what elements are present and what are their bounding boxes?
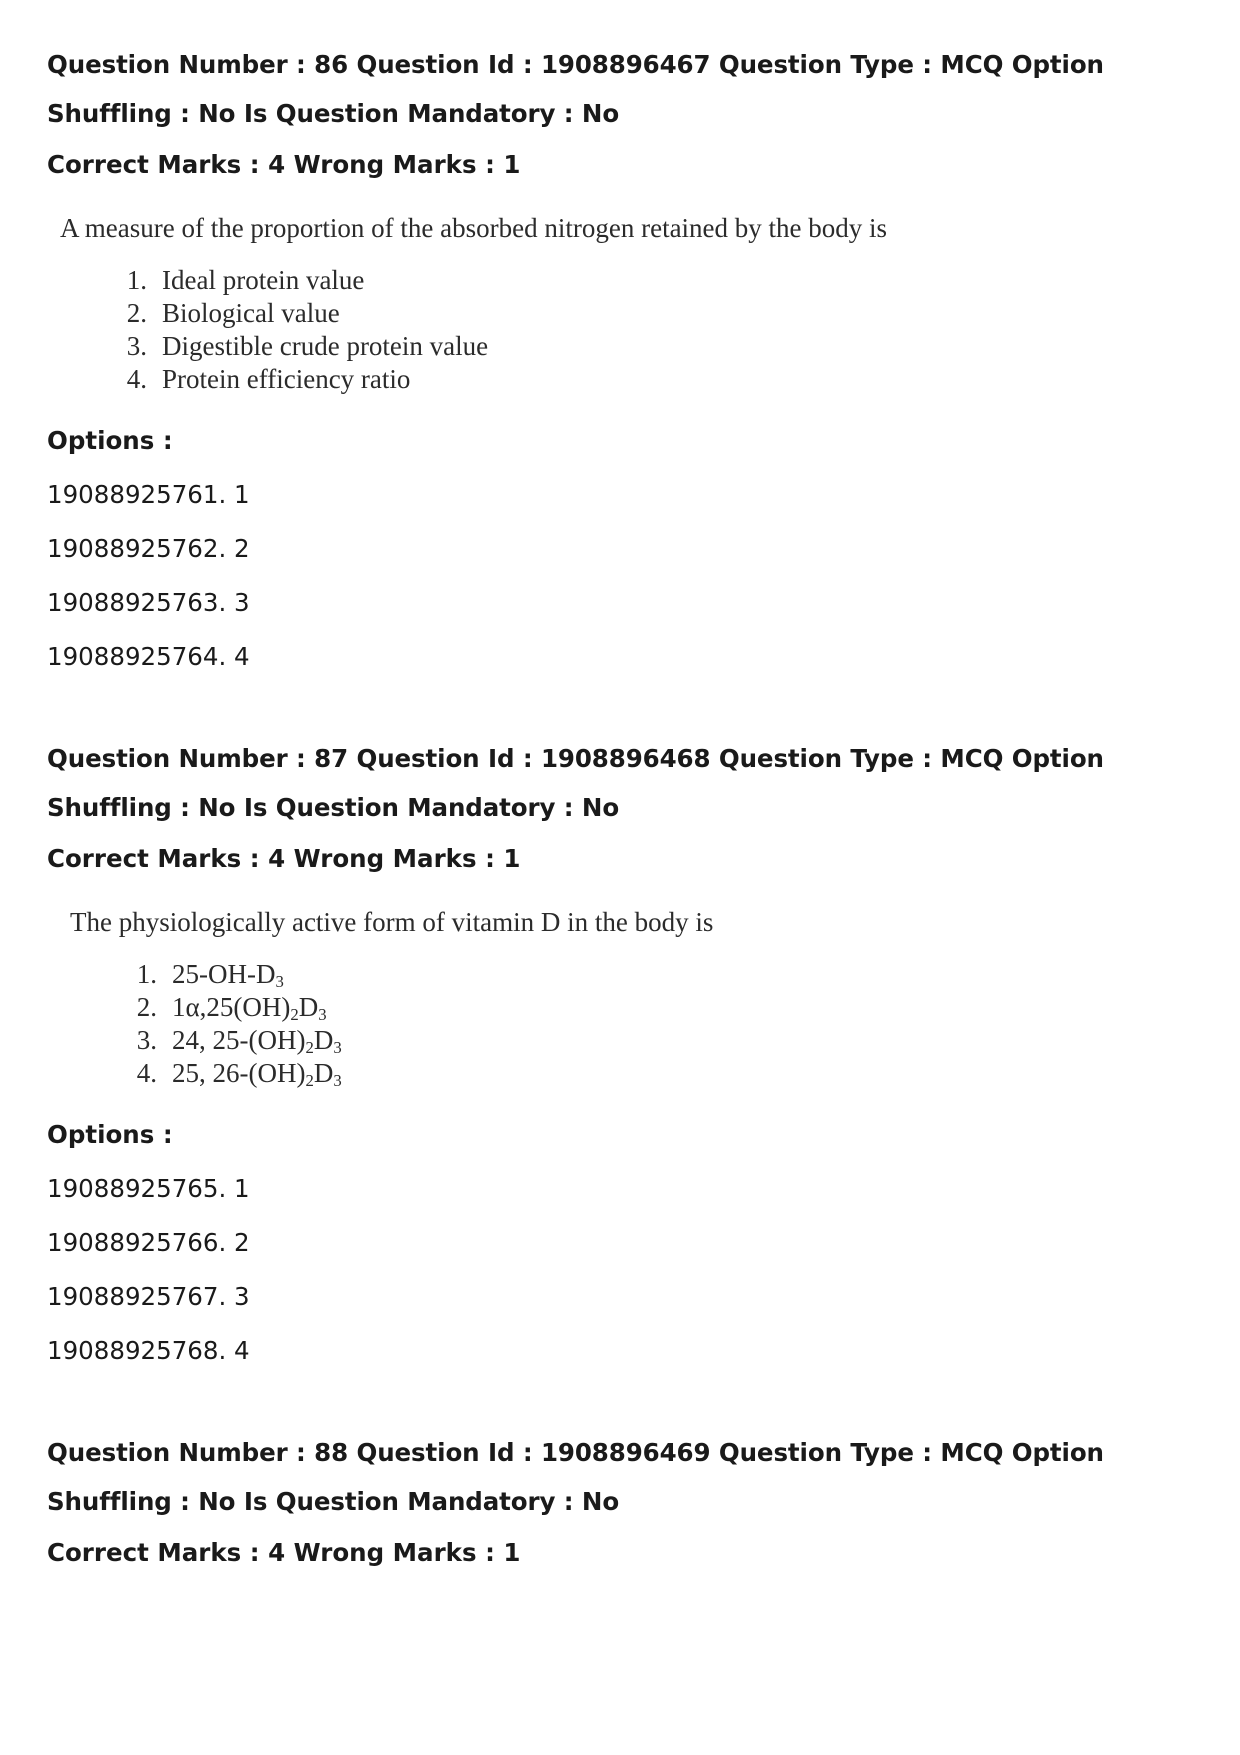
choice-text bbox=[172, 958, 284, 991]
choice-text: Protein efficiency ratio bbox=[162, 364, 411, 394]
choice-item bbox=[107, 363, 1207, 396]
question-paper bbox=[47, 40, 1207, 1568]
question-87 bbox=[47, 734, 1207, 1366]
choice-item bbox=[117, 991, 1207, 1024]
question-header: Question Number : 86 Question Id : 1908896467 Question Type : MCQ Option Shuffling : No Is Question Mandatory : No bbox=[47, 50, 1104, 128]
choice-text bbox=[172, 1024, 342, 1057]
choice-text-part: D bbox=[298, 992, 319, 1022]
option-row: 19088925761. 1 bbox=[47, 480, 250, 509]
options-label: Options : bbox=[47, 426, 173, 455]
subscript: 2 bbox=[305, 1071, 314, 1091]
subscript: 2 bbox=[290, 1005, 299, 1025]
question-stem: A measure of the proportion of the absorbed nitrogen retained by the body is bbox=[60, 213, 888, 243]
choice-text-part: 24, 25-(OH) bbox=[172, 1025, 306, 1055]
choice-item bbox=[107, 264, 1207, 297]
question-stem: The physiologically active form of vitamin D in the body is bbox=[70, 907, 714, 937]
question-88 bbox=[47, 1428, 1207, 1568]
option-row: 19088925767. 3 bbox=[47, 1282, 250, 1311]
option-row: 19088925765. 1 bbox=[47, 1174, 250, 1203]
choice-item bbox=[107, 330, 1207, 363]
choice-number: 3. bbox=[136, 1025, 157, 1055]
choice-text bbox=[172, 991, 327, 1024]
option-row: 19088925762. 2 bbox=[47, 534, 250, 563]
option-row: 19088925766. 2 bbox=[47, 1228, 250, 1257]
question-header: Question Number : 88 Question Id : 1908896469 Question Type : MCQ Option Shuffling : No Is Question Mandatory : No bbox=[47, 1438, 1104, 1516]
choice-number: 4. bbox=[136, 1058, 157, 1088]
choice-number: 4. bbox=[126, 364, 147, 394]
option-row: 19088925763. 3 bbox=[47, 588, 250, 617]
option-row: 19088925764. 4 bbox=[47, 642, 250, 671]
question-marks: Correct Marks : 4 Wrong Marks : 1 bbox=[47, 150, 521, 179]
choice-list bbox=[70, 958, 1207, 1090]
choice-text-part: D bbox=[313, 1025, 334, 1055]
subscript: 3 bbox=[275, 972, 284, 992]
choice-text: Biological value bbox=[162, 298, 340, 328]
choice-item bbox=[107, 297, 1207, 330]
choice-item bbox=[117, 1024, 1207, 1057]
choice-item bbox=[117, 958, 1207, 991]
choice-item bbox=[117, 1057, 1207, 1090]
subscript: 2 bbox=[305, 1038, 314, 1058]
choice-number: 1. bbox=[126, 265, 147, 295]
choice-number: 2. bbox=[126, 298, 147, 328]
choice-text: Ideal protein value bbox=[162, 265, 365, 295]
choice-number: 2. bbox=[136, 992, 157, 1022]
choice-list bbox=[60, 264, 1207, 396]
question-marks: Correct Marks : 4 Wrong Marks : 1 bbox=[47, 844, 521, 873]
choice-number: 3. bbox=[126, 331, 147, 361]
choice-text-part: 25-OH-D bbox=[172, 959, 276, 989]
choice-text-part: D bbox=[313, 1058, 334, 1088]
choice-text-part: 1α,25(OH) bbox=[172, 992, 291, 1022]
question-header: Question Number : 87 Question Id : 1908896468 Question Type : MCQ Option Shuffling : No Is Question Mandatory : No bbox=[47, 744, 1104, 822]
subscript: 3 bbox=[333, 1038, 342, 1058]
question-body bbox=[47, 904, 1207, 1090]
question-86 bbox=[47, 40, 1207, 672]
options-label: Options : bbox=[47, 1120, 173, 1149]
subscript: 3 bbox=[318, 1005, 327, 1025]
choice-number: 1. bbox=[136, 959, 157, 989]
question-body bbox=[47, 210, 1207, 396]
choice-text-part: 25, 26-(OH) bbox=[172, 1058, 306, 1088]
choice-text bbox=[172, 1057, 342, 1090]
subscript: 3 bbox=[333, 1071, 342, 1091]
option-row: 19088925768. 4 bbox=[47, 1336, 250, 1365]
question-marks: Correct Marks : 4 Wrong Marks : 1 bbox=[47, 1538, 521, 1567]
choice-text: Digestible crude protein value bbox=[162, 331, 489, 361]
